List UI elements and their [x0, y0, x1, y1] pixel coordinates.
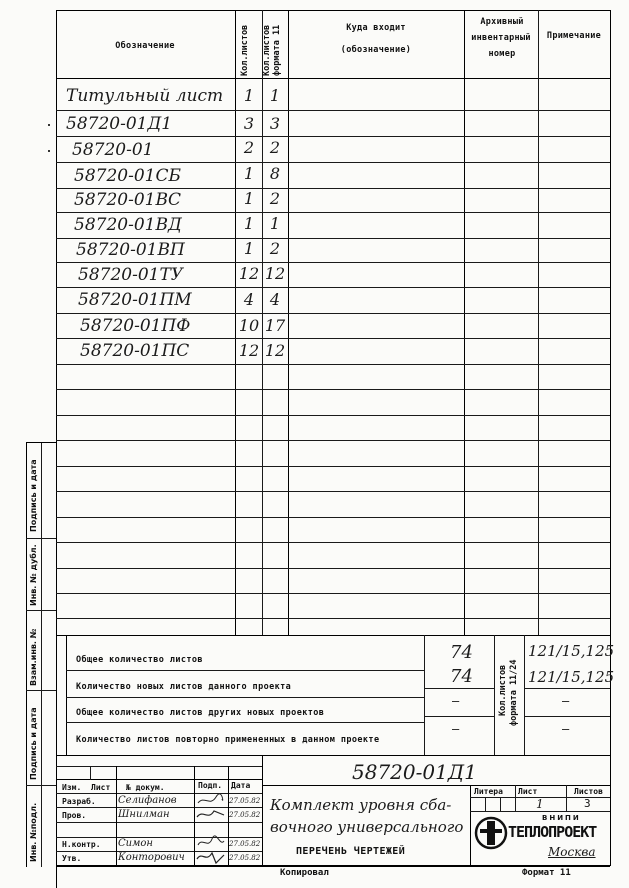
summary-other-f11: —	[562, 694, 570, 708]
row-f11: 12	[264, 341, 286, 360]
row-line	[56, 162, 610, 163]
row-f11: 4	[269, 290, 281, 309]
row-code: 58720-01ПМ	[78, 290, 192, 310]
row-code: 58720-01ВС	[74, 190, 181, 210]
summary-row-line	[66, 697, 424, 698]
row-f11: 12	[264, 264, 286, 283]
summary-col-4	[524, 635, 525, 755]
header-notes: Примечание	[546, 31, 602, 41]
row-code: 58720-01Д1	[66, 114, 173, 134]
summary-row-line	[66, 722, 424, 723]
summary-col-2	[424, 635, 425, 755]
row-f11: 1	[269, 214, 281, 233]
signature-stroke	[198, 794, 223, 803]
row-line	[56, 618, 610, 619]
summary-row-line	[424, 688, 494, 689]
summary-top-line	[56, 635, 610, 636]
tb-doc-code: 58720-01Д1	[352, 760, 477, 784]
row-code: 58720-01ТУ	[78, 265, 184, 285]
summary-col-3	[494, 635, 495, 755]
summary-reused-f11: —	[562, 722, 570, 736]
footer-copied: Копировал	[280, 868, 329, 878]
tb-date: 27.05.82	[229, 811, 261, 819]
tb-name: Шнилман	[118, 809, 170, 820]
tb-sheet-value: 1	[536, 797, 544, 811]
summary-f11-col-2: формата 11/24	[509, 659, 519, 726]
title-block-top	[56, 755, 610, 756]
tb-row	[56, 779, 262, 780]
row-code: 58720-01ВД	[74, 215, 182, 235]
summary-new-value: 74	[450, 666, 473, 687]
summary-total-value: 74	[450, 642, 473, 663]
summary-new-label: Количество новых листов данного проекта	[76, 682, 292, 692]
row-line	[56, 338, 610, 339]
frame-right	[610, 10, 611, 866]
row-sheets: 4	[243, 290, 255, 309]
row-f11: 1	[269, 86, 281, 105]
sidebar-dup-inv: Инв. № дубл.	[29, 544, 38, 606]
row-code: 58720-01ВП	[76, 240, 185, 260]
row-line	[56, 110, 610, 111]
row-sheets: 1	[243, 164, 255, 183]
sidebar-sep	[26, 690, 56, 691]
sidebar-sign-date-2: Подпись и дата	[29, 707, 38, 780]
header-archive-2: инвентарный	[471, 33, 531, 43]
frame-top	[56, 10, 610, 11]
tb-row	[56, 793, 262, 794]
row-sheets: 1	[243, 86, 255, 105]
tb-col-izm: Изм.	[62, 783, 82, 792]
row-sheets: 1	[243, 239, 255, 258]
margin-dot	[48, 150, 50, 152]
tb-litera-line2	[470, 811, 610, 812]
row-sheets: 12	[238, 341, 260, 360]
row-line	[56, 262, 610, 263]
header-where-used-1: Куда входит	[346, 23, 406, 33]
sidebar-divider	[41, 442, 42, 867]
row-f11: 2	[269, 239, 281, 258]
row-line	[56, 364, 610, 365]
org-small-name: ВНИПИ	[542, 814, 581, 822]
signature-stroke	[198, 836, 224, 845]
summary-reused-label: Количество листов повторно примененных в данном проекте	[76, 735, 380, 745]
row-line	[56, 188, 610, 189]
frame-bottom	[56, 865, 610, 867]
row-code: Титульный лист	[66, 86, 224, 106]
org-city: Москва	[548, 845, 596, 859]
summary-total-f11: 121/15,125	[528, 642, 615, 660]
summary-reused-value: —	[452, 722, 460, 736]
row-sheets: 3	[243, 114, 255, 133]
row-line	[56, 238, 610, 239]
footer-format: Формат 11	[522, 868, 571, 878]
row-line	[56, 466, 610, 467]
summary-other-label: Общее количество листов других новых проектов	[76, 708, 325, 718]
tb-row	[56, 837, 262, 838]
tb-name: Конторович	[118, 852, 185, 863]
tb-sheets-value: 3	[584, 797, 591, 810]
summary-other-value: —	[452, 694, 460, 708]
sidebar-sep	[26, 610, 56, 611]
summary-row-line	[66, 670, 424, 671]
header-bottom-line	[56, 78, 610, 79]
summary-row-line	[424, 716, 494, 717]
tb-sheet-col	[566, 785, 567, 811]
tb-sheets-label: Листов	[574, 787, 603, 796]
header-sheets-format-2: формата 11	[272, 24, 282, 76]
tb-code-line	[262, 785, 610, 786]
sidebar-left-edge	[26, 442, 27, 867]
row-line	[56, 568, 610, 569]
row-sheets: 1	[243, 214, 255, 233]
header-archive-3: номер	[488, 49, 516, 59]
sidebar-sep	[26, 538, 56, 539]
row-code: 58720-01	[72, 140, 154, 160]
row-line	[56, 517, 610, 518]
signature-stroke	[197, 853, 224, 863]
tb-date: 27.05.82	[229, 840, 261, 848]
tb-litera-label: Литера	[474, 787, 503, 796]
tb-col-sign: Подп.	[198, 781, 223, 790]
sidebar-replace-inv: Взам.инв. №	[29, 628, 38, 686]
row-line	[56, 389, 610, 390]
sidebar-sep	[26, 785, 56, 786]
row-sheets: 2	[243, 138, 255, 157]
row-line	[56, 491, 610, 492]
sidebar-top	[26, 442, 56, 443]
header-sheets-format-1: Кол.листов	[262, 24, 272, 76]
header-sheets-count: Кол.листов	[240, 24, 250, 76]
org-logo-icon	[474, 815, 508, 851]
tb-role: Пров.	[62, 811, 87, 820]
row-line	[56, 287, 610, 288]
row-sheets: 1	[243, 189, 255, 208]
tb-col-list: Лист	[91, 783, 111, 792]
sidebar-orig-inv: Инв. №подл.	[29, 802, 38, 862]
row-code: 58720-01ПФ	[80, 316, 191, 336]
row-line	[56, 440, 610, 441]
row-f11: 2	[269, 189, 281, 208]
row-f11: 17	[264, 316, 286, 335]
row-code: 58720-01СБ	[74, 166, 181, 186]
tb-litera-sub	[485, 797, 486, 811]
tb-row	[56, 807, 262, 808]
tb-name: Селифанов	[118, 795, 177, 806]
row-line	[56, 313, 610, 314]
tb-role: Утв.	[62, 854, 82, 863]
tb-title-line2: вочного универсального	[270, 818, 464, 836]
row-line	[56, 593, 610, 594]
frame-left	[56, 10, 57, 888]
tb-col-date: Дата	[231, 781, 251, 790]
row-f11: 2	[269, 138, 281, 157]
org-name: ТЕПЛОПРОЕКТ	[508, 823, 597, 841]
tb-name: Симон	[118, 838, 153, 849]
tb-date: 27.05.82	[229, 854, 261, 862]
summary-f11-col-1: Кол.листов	[498, 664, 508, 716]
sidebar-sign-date-1: Подпись и дата	[29, 459, 38, 532]
tb-litera-sub	[500, 797, 501, 811]
summary-row-line	[524, 688, 610, 689]
row-sheets: 12	[238, 264, 260, 283]
tb-litera-col	[515, 785, 516, 811]
tb-role: Разраб.	[62, 797, 96, 806]
row-sheets: 10	[238, 316, 260, 335]
summary-total-label: Общее количество листов	[76, 655, 203, 665]
row-line	[56, 212, 610, 213]
summary-new-f11: 121/15,125	[528, 668, 615, 686]
tb-sheet-label: Лист	[518, 787, 538, 796]
tb-col	[116, 766, 117, 866]
row-code: 58720-01ПС	[80, 341, 190, 361]
margin-dot	[48, 124, 50, 126]
tb-subtitle: ПЕРЕЧЕНЬ ЧЕРТЕЖЕЙ	[296, 846, 406, 857]
row-f11: 3	[269, 114, 281, 133]
row-f11: 8	[269, 164, 281, 183]
tb-title-line1: Комплект уровня сба-	[270, 796, 452, 814]
signature-stroke	[197, 811, 224, 817]
header-designation: Обозначение	[115, 41, 175, 51]
tb-date: 27.05.82	[229, 797, 261, 805]
row-line	[56, 415, 610, 416]
summary-row-line	[524, 716, 610, 717]
header-archive-1: Архивный	[480, 17, 524, 27]
tb-col	[90, 766, 91, 780]
tb-row	[56, 822, 262, 823]
tb-row	[56, 766, 262, 767]
row-line	[56, 136, 610, 137]
row-line	[56, 542, 610, 543]
tb-col-docnum: № докум.	[126, 783, 165, 792]
summary-col-1	[66, 635, 67, 755]
tb-role: Н.контр.	[62, 840, 101, 849]
tb-split	[262, 755, 263, 866]
signature-marks	[194, 793, 228, 866]
header-where-used-2: (обозначение)	[340, 45, 412, 55]
